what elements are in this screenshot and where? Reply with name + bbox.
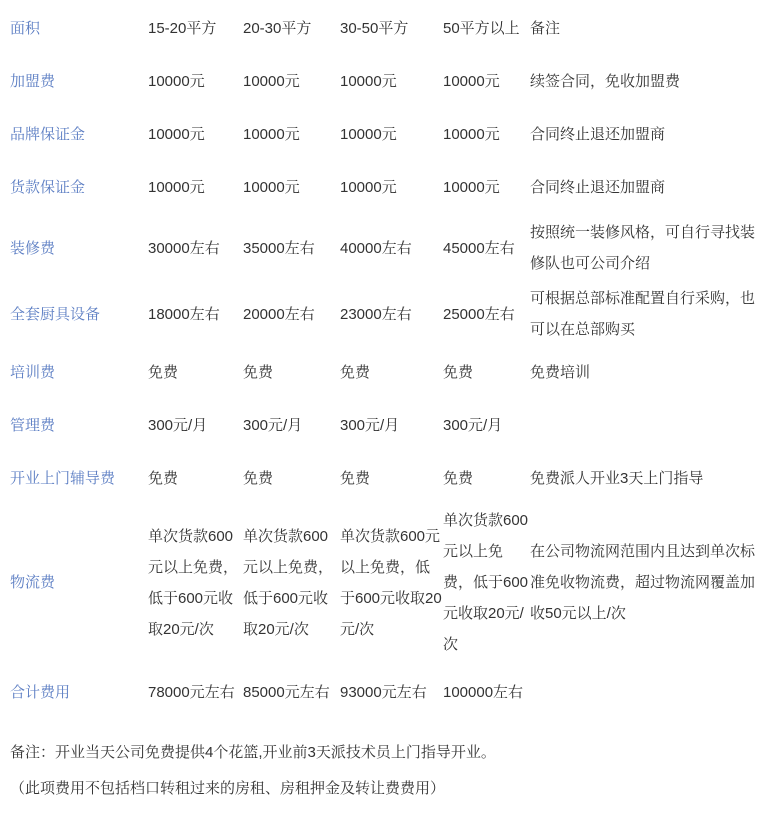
value-cell: 100000左右 xyxy=(443,683,524,701)
header-cell: 15-20平方 xyxy=(148,20,217,37)
value-cell: 18000左右 xyxy=(148,305,220,323)
value-cell: 单次货款600元以上免费，低于600元收取20元/次 xyxy=(443,512,529,653)
row-label: 全套厨具设备 xyxy=(10,305,101,323)
value-cell: 300元/月 xyxy=(148,417,208,434)
value-cell: 10000元 xyxy=(148,179,205,196)
footnotes xyxy=(10,742,764,800)
footnote-exclusions: （此项费用不包括档口转租过来的房租、房租押金及转让费费用） xyxy=(10,780,446,797)
value-cell: 10000元 xyxy=(443,73,500,90)
value-cell: 免费 xyxy=(340,470,371,487)
remark-cell: 合同终止退还加盟商 xyxy=(530,126,666,143)
row-label: 货款保证金 xyxy=(10,179,86,196)
table-row xyxy=(10,214,762,282)
value-cell: 10000元 xyxy=(340,73,397,90)
value-cell: 35000左右 xyxy=(243,239,315,257)
row-label: 合计费用 xyxy=(10,683,71,701)
remark-cell xyxy=(530,660,762,724)
remark-cell: 免费培训 xyxy=(530,364,591,381)
value-cell: 93000元左右 xyxy=(340,683,427,701)
table-row xyxy=(10,161,762,214)
value-cell: 单次货款600元以上免费，低于600元收取20元/次 xyxy=(243,527,334,638)
value-cell: 85000元左右 xyxy=(243,683,330,701)
value-cell: 40000左右 xyxy=(340,239,412,257)
remark-cell xyxy=(530,399,762,452)
remark-cell: 在公司物流网范围内且达到单次标准免收物流费，超过物流网覆盖加收50元以上/次 xyxy=(530,543,756,622)
row-label: 品牌保证金 xyxy=(10,126,86,143)
franchise-fee-table xyxy=(10,2,762,724)
table-row xyxy=(10,346,762,399)
footnote-opening-gift: 备注：开业当天公司免费提供4个花篮,开业前3天派技术员上门指导开业。 xyxy=(10,744,496,761)
remark-cell: 免费派人开业3天上门指导 xyxy=(530,470,704,487)
table-row-header xyxy=(10,2,762,55)
table-row xyxy=(10,660,762,724)
row-label: 加盟费 xyxy=(10,73,56,90)
table-row xyxy=(10,282,762,346)
row-label: 面积 xyxy=(10,20,41,37)
value-cell: 23000左右 xyxy=(340,305,412,323)
value-cell: 免费 xyxy=(148,470,179,487)
row-label: 管理费 xyxy=(10,417,56,434)
value-cell: 免费 xyxy=(443,470,474,487)
value-cell: 免费 xyxy=(443,364,474,381)
row-label: 物流费 xyxy=(10,574,56,591)
value-cell: 单次货款600元以上免费，低于600元收取20元/次 xyxy=(340,527,442,638)
table-row xyxy=(10,505,762,660)
header-cell-remark: 备注 xyxy=(530,20,561,37)
row-label: 装修费 xyxy=(10,239,56,257)
remark-cell: 可根据总部标准配置自行采购，也可以在总部购买 xyxy=(530,290,756,338)
header-cell: 20-30平方 xyxy=(243,20,312,37)
value-cell: 10000元 xyxy=(243,126,300,143)
value-cell: 10000元 xyxy=(148,126,205,143)
value-cell: 免费 xyxy=(148,364,179,381)
value-cell: 10000元 xyxy=(243,179,300,196)
value-cell: 10000元 xyxy=(243,73,300,90)
value-cell: 30000左右 xyxy=(148,239,220,257)
value-cell: 300元/月 xyxy=(243,417,303,434)
table-row xyxy=(10,399,762,452)
header-cell: 30-50平方 xyxy=(340,20,409,37)
value-cell: 10000元 xyxy=(340,126,397,143)
row-label: 开业上门辅导费 xyxy=(10,470,116,487)
table-row xyxy=(10,108,762,161)
value-cell: 45000左右 xyxy=(443,239,515,257)
remark-cell: 续签合同，免收加盟费 xyxy=(530,73,681,90)
value-cell: 300元/月 xyxy=(443,417,503,434)
remark-cell: 按照统一装修风格，可自行寻找装修队也可公司介绍 xyxy=(530,224,756,272)
row-label: 培训费 xyxy=(10,364,56,381)
value-cell: 20000左右 xyxy=(243,305,315,323)
value-cell: 25000左右 xyxy=(443,305,515,323)
value-cell: 单次货款600元以上免费，低于600元收取20元/次 xyxy=(148,527,239,638)
table-row xyxy=(10,452,762,505)
value-cell: 免费 xyxy=(340,364,371,381)
value-cell: 10000元 xyxy=(148,73,205,90)
value-cell: 78000元左右 xyxy=(148,683,235,701)
value-cell: 免费 xyxy=(243,364,274,381)
value-cell: 免费 xyxy=(243,470,274,487)
remark-cell: 合同终止退还加盟商 xyxy=(530,179,666,196)
table-row xyxy=(10,55,762,108)
header-cell: 50平方以上 xyxy=(443,20,520,37)
value-cell: 300元/月 xyxy=(340,417,400,434)
value-cell: 10000元 xyxy=(340,179,397,196)
value-cell: 10000元 xyxy=(443,179,500,196)
value-cell: 10000元 xyxy=(443,126,500,143)
